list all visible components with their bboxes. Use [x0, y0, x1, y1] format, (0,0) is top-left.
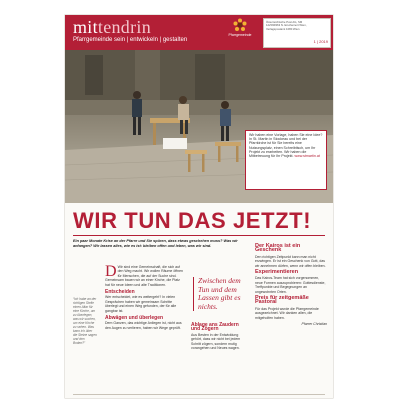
drop-cap: D — [105, 263, 117, 280]
footer-line — [73, 394, 325, 395]
photo-note-box — [245, 130, 327, 190]
photo-note-link[interactable]: www.stmartin.at — [294, 154, 320, 159]
article-column-2 — [191, 320, 249, 352]
newsletter-page — [65, 15, 333, 398]
article-para-1: Wer entscheidet, wie es weitergeht? In vielen Gesprächen haben wir gemeinsam Schritte überlegt und einen Weg gefunden, der für alle gangbar ist. — [105, 295, 177, 313]
subtitle: Pfarrgemeinde sein | entwickeln | gestalten — [73, 37, 188, 43]
headline-rule — [73, 235, 325, 236]
article-heading-2: Abwägen und überlegen — [105, 315, 164, 322]
article-para-3: Aus Besten in der Entwicklung gehört, dass wir nicht bei jedem Schritt zögern, sondern mutig vorangehen und Neues wagen. — [191, 332, 241, 351]
masthead — [65, 15, 333, 50]
right-para-2: Das Kairos-Team hat sich vorgenommen, neue Formen auszuprobieren: Gottesdienste, Treffpunkte und Begegnungen an ungewohnten Orten. — [255, 276, 326, 294]
article-column-1 — [105, 265, 185, 332]
photo-note-text: Wir haben eine Vorlage, haben Sie eine Idee? In St. Martin in Stockeau und bei der Pfarrkirche ist für Sie bereits eine Nutzungsplatz, einen Schreibtisch, um Ihr Projekt zu erarbeiten. Wir haben die Mitbetreuung für Ihr Projekt. — [249, 133, 323, 159]
headline: WIR TUN DAS JETZT! — [73, 208, 312, 233]
right-para-3: Für das Projekt wurde die Pfarrgemeinde ausgezeichnet. Wir danken allen, die mitgeholfen haben. — [255, 306, 319, 320]
right-heading-2: Experimentieren — [255, 269, 299, 276]
right-heading-1: Der Kairos ist ein Geschenk — [255, 243, 301, 254]
cover-photo — [65, 50, 333, 203]
logo-part-1: mit — [73, 17, 98, 37]
sunflower-icon — [233, 18, 247, 32]
right-heading-3: Preis für zeitgemäße Pastoral — [255, 295, 309, 306]
parish-name: Pfarrgemeinde — [228, 33, 252, 37]
article-para-2: Dem Ganzen, das wichtige Anliegen ist, nicht aus den Augen zu verlieren, haben wir Wege geprüft. — [105, 321, 182, 330]
intro-text: Ein paar Monate Krise an der Pfarre und Sie spüren, dass etwas geschehen muss? Was wir anfangen? Wir lassen alles, wie es ist: bleiben offen und leben, was wir sind. — [73, 239, 238, 248]
article-heading-1: Entscheiden — [105, 289, 135, 296]
issue-number: 1 | 2019 — [313, 39, 328, 44]
article-lead: Wir sind eine Gemeinschaft, die sich auf den Weg macht. Wir wollen Räume öffnen für Menschen, die auf der Suche sind. Gemeinsam bauen wir an einer Kirche, die Platz hat für neue Ideen und alte Traditionen. — [105, 265, 183, 287]
signature: Pfarrer Christian — [301, 322, 327, 327]
parish-logo — [227, 18, 253, 37]
right-para-1: Den richtigen Zeitpunkt kann man nicht erzwingen. Er ist ein Geschenk von Gott, das wir annehmen dürfen, wenn wir offen bleiben. — [255, 254, 326, 268]
logo-part-2: tendrin — [97, 17, 151, 37]
sidebar-quote: “Ich habe an der richtigen Stelle einen Altar für eine Kirche, um zu überlegen, was wir suchen, um eine Kirche zu sehen. Was kann ich über die Steine sagen und den Boden?” — [73, 297, 97, 345]
postal-info-box — [263, 18, 331, 48]
postal-info-text: Österreichische Post AG, SM 12Z039363 N. Erscheinort Wien, Verlagspostamt 1080 Wien — [266, 20, 307, 31]
logo — [73, 17, 151, 38]
pull-quote — [193, 277, 242, 311]
right-column — [255, 242, 327, 329]
article-heading-3: Ablage ans Zaudern und Zögern — [191, 322, 239, 333]
pull-quote-text: Zwischen dem Tun und dem Lassen gibt es nichts. — [198, 276, 241, 311]
